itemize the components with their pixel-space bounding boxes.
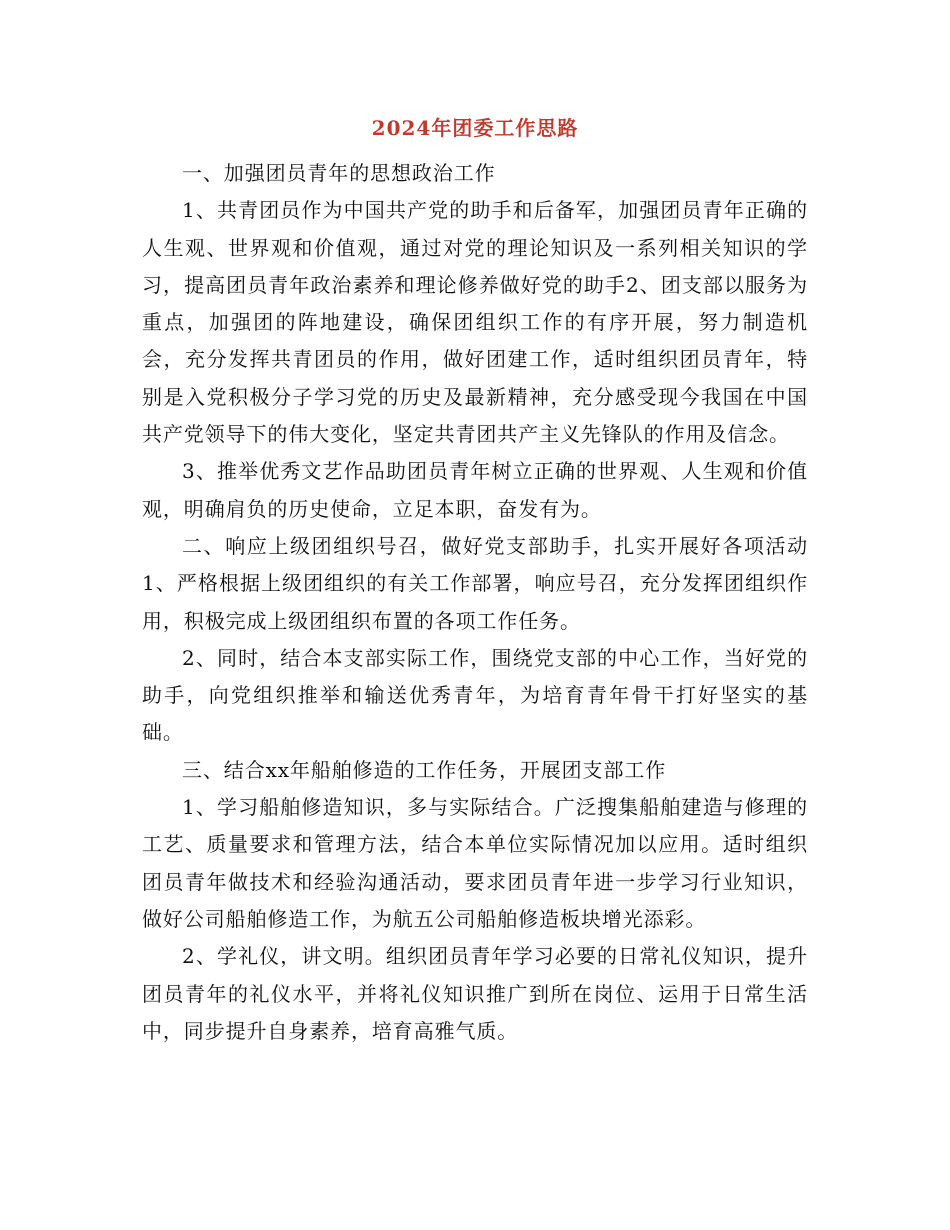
paragraph-section-2: 二、响应上级团组织号召，做好党支部助手，扎实开展好各项活动1、严格根据上级团组织的有关工作部署，响应号召，充分发挥团组织作用，积极完成上级团组织布置的各项工作任务。 (142, 533, 808, 633)
document-title: 2024年团委工作思路 (371, 116, 579, 140)
heading-section-1: 一、加强团员青年的思想政治工作 (182, 161, 496, 185)
paragraph-2-2: 2、同时，结合本支部实际工作，围绕党支部的中心工作，当好党的助手，向党组织推举和输送优秀青年，为培育青年骨干打好坚实的基础。 (142, 645, 808, 745)
paragraph-1-1: 1、共青团员作为中国共产党的助手和后备军，加强团员青年正确的人生观、世界观和价值观，通过对党的理论知识及一系列相关知识的学习，提高团员青年政治素养和理论修养做好党的助手2、团支部以服务为重点，加强团的阵地建设，确保团组织工作的有序开展，努力制造机会，充分发挥共青团员的作用，做好团建工作，适时组织团员青年，特别是入党积极分子学习党的历史及最新精神，充分感受现今我国在中国共产党领导下的伟大变化，坚定共青团共产主义先锋队的作用及信念。 (142, 198, 808, 447)
paragraph-1-3: 3、推举优秀文艺作品助团员青年树立正确的世界观、人生观和价值观，明确肩负的历史使命，立足本职，奋发有为。 (142, 459, 808, 521)
paragraph-3-2: 2、学礼仪，讲文明。组织团员青年学习必要的日常礼仪知识，提升团员青年的礼仪水平，并将礼仪知识推广到所在岗位、运用于日常生活中，同步提升自身素养，培育高雅气质。 (142, 944, 808, 1043)
document-body (142, 155, 808, 1050)
heading-section-3: 三、结合xx年船舶修造的工作任务，开展团支部工作 (182, 757, 667, 782)
paragraph-3-1: 1、学习船舶修造知识，多与实际结合。广泛搜集船舶建造与修理的工艺、质量要求和管理方法，结合本单位实际情况加以应用。适时组织团员青年做技术和经验沟通活动，要求团员青年进一步学习行业知识，做好公司船舶修造工作，为航五公司船舶修造板块增光添彩。 (142, 795, 808, 931)
